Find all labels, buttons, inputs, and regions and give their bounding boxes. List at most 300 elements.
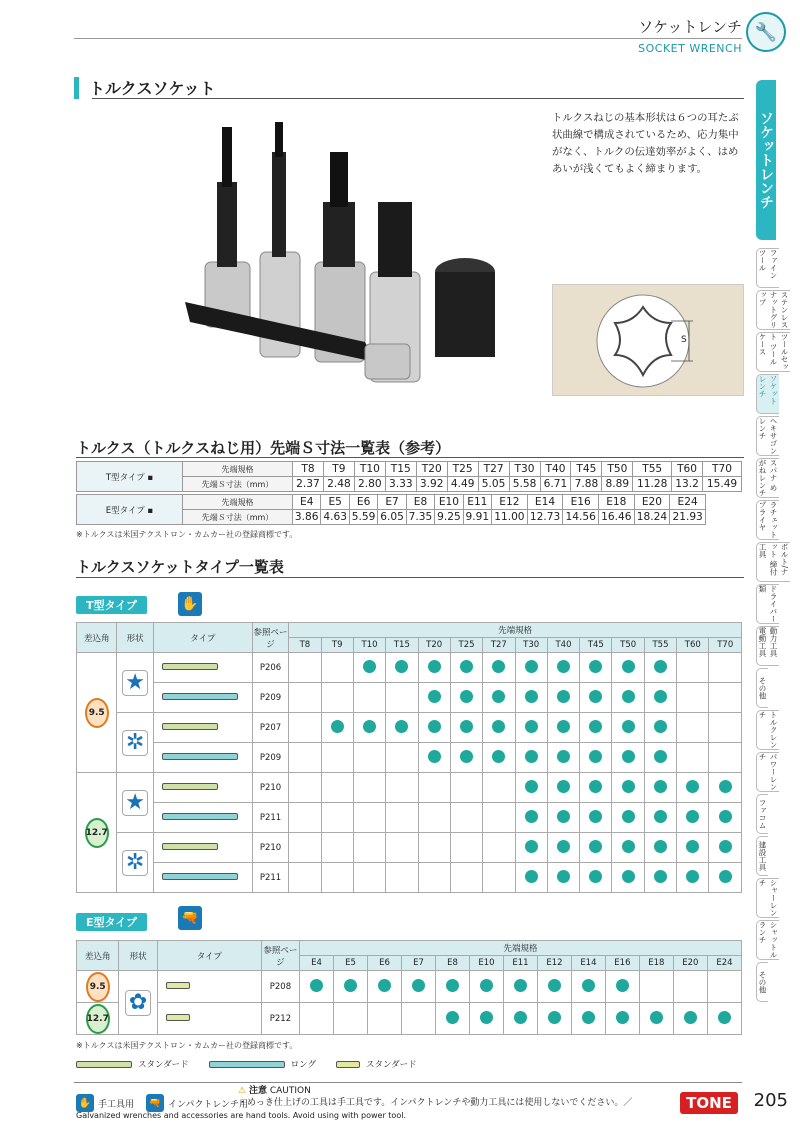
available-dot (548, 979, 561, 992)
available-dot (525, 780, 538, 793)
spec-code-header: E11 (503, 956, 537, 971)
availability-cell (289, 863, 321, 893)
available-dot (446, 1011, 459, 1024)
availability-cell (580, 773, 612, 803)
spec-value: 16.46 (598, 510, 634, 525)
header-spec: 先端規格 (289, 623, 742, 638)
availability-cell (580, 653, 612, 683)
availability-cell (571, 1003, 605, 1035)
long-socket-icon (209, 1061, 285, 1068)
accent-bar (74, 77, 79, 99)
spec-code-header: T60 (677, 638, 709, 653)
caution-line-1: ・めっき仕上げの工具は手工具です。インパクトレンチや動力工具には使用しないでください。／ (238, 1098, 633, 1108)
page-ref[interactable]: P207 (252, 713, 288, 743)
available-dot (557, 870, 570, 883)
availability-cell (289, 833, 321, 863)
available-dot (622, 720, 635, 733)
availability-cell (612, 743, 644, 773)
availability-cell (612, 773, 644, 803)
page-ref[interactable]: P206 (252, 653, 288, 683)
availability-cell (515, 743, 547, 773)
availability-cell (402, 971, 436, 1003)
type-cell (153, 743, 252, 773)
standard-socket-icon (76, 1061, 132, 1068)
spec-code-header: E6 (368, 956, 402, 971)
spec-e-row2-label: 先端Ｓ寸法（mm） (183, 510, 293, 525)
e-type-label: E型タイプ (76, 913, 147, 931)
drive-cell (77, 773, 117, 893)
spec-code: T40 (540, 462, 571, 477)
availability-cell (709, 713, 742, 743)
availability-cell (709, 803, 742, 833)
availability-cell (547, 833, 579, 863)
availability-cell (515, 803, 547, 833)
torx-hollow-icon: ✲ (122, 850, 148, 876)
available-dot (650, 1011, 663, 1024)
availability-cell (677, 653, 709, 683)
sidebar-tab[interactable]: シャットル ランチ (758, 921, 778, 959)
page-ref[interactable]: P211 (252, 803, 288, 833)
availability-cell (547, 743, 579, 773)
availability-cell (321, 653, 353, 683)
sidebar-tab[interactable]: ヘキサゴン レンチ (758, 417, 778, 455)
page-ref[interactable]: P212 (261, 1003, 299, 1035)
e-standard-socket-icon (166, 1014, 190, 1021)
sidebar-tab[interactable]: トルクレンチ (758, 711, 778, 749)
availability-cell (644, 743, 676, 773)
availability-cell (515, 653, 547, 683)
available-dot (460, 690, 473, 703)
standard-socket-icon (162, 663, 218, 670)
standard-socket-icon (162, 723, 218, 730)
availability-cell (386, 773, 418, 803)
spec-code-header: E7 (402, 956, 436, 971)
page-ref[interactable]: P210 (252, 833, 288, 863)
availability-cell (386, 653, 418, 683)
available-dot (622, 870, 635, 883)
sidebar-tab[interactable]: スパナ めがねレンチ (758, 459, 778, 497)
spec-code-header: E16 (605, 956, 639, 971)
torx-diagram (552, 284, 744, 396)
availability-cell (537, 971, 571, 1003)
header-shape: 形状 (117, 623, 153, 653)
e-type-table (76, 940, 742, 1035)
availability-cell (644, 773, 676, 803)
available-dot (344, 979, 357, 992)
table-row (77, 971, 742, 1003)
spec-code: E8 (406, 495, 434, 510)
availability-cell (450, 743, 482, 773)
availability-cell (450, 713, 482, 743)
availability-cell (571, 971, 605, 1003)
page-ref[interactable]: P208 (261, 971, 299, 1003)
spec-value: 5.59 (349, 510, 377, 525)
available-dot (582, 979, 595, 992)
shape-cell (117, 773, 153, 833)
availability-cell (547, 653, 579, 683)
availability-cell (644, 653, 676, 683)
spec-code-header: E24 (707, 956, 741, 971)
spec-code: E10 (435, 495, 463, 510)
availability-cell (450, 863, 482, 893)
spec-value: 9.91 (463, 510, 491, 525)
caution-en: CAUTION (269, 1086, 311, 1096)
availability-cell (483, 863, 515, 893)
availability-cell (709, 833, 742, 863)
spec-code: E5 (321, 495, 349, 510)
t-type-table (76, 622, 742, 893)
available-dot (622, 810, 635, 823)
sidebar-tab[interactable]: ツールセット ツールケース (758, 333, 789, 371)
page-ref[interactable]: P209 (252, 683, 288, 713)
availability-cell (450, 773, 482, 803)
available-dot (428, 720, 441, 733)
sidebar (756, 80, 800, 1002)
available-dot (525, 720, 538, 733)
availability-cell (677, 803, 709, 833)
available-dot (480, 979, 493, 992)
spec-table-e (76, 494, 706, 525)
standard-socket-icon (162, 843, 218, 850)
available-dot (622, 660, 635, 673)
sidebar-tab[interactable]: その他 (756, 668, 768, 708)
available-dot (622, 690, 635, 703)
spec-code: T45 (571, 462, 602, 477)
table-row (77, 833, 742, 863)
availability-cell (386, 803, 418, 833)
available-dot (654, 780, 667, 793)
availability-cell (353, 743, 385, 773)
availability-cell (353, 683, 385, 713)
spec-code: E14 (527, 495, 563, 510)
availability-cell (300, 971, 334, 1003)
availability-cell (503, 1003, 537, 1035)
spec-code-header: E5 (334, 956, 368, 971)
availability-cell (644, 803, 676, 833)
sidebar-tab[interactable]: ファイン ツール (756, 248, 779, 288)
spec-code: T50 (602, 462, 633, 477)
spec-code-header: T15 (386, 638, 418, 653)
type-cell (153, 833, 252, 863)
available-dot (654, 720, 667, 733)
table-row (77, 683, 742, 713)
available-dot (548, 1011, 561, 1024)
page-ref[interactable]: P210 (252, 773, 288, 803)
table-row (77, 713, 742, 743)
available-dot (525, 870, 538, 883)
availability-cell (321, 833, 353, 863)
availability-cell (644, 713, 676, 743)
table-row (77, 653, 742, 683)
sidebar-tab[interactable]: 建設工具 (756, 836, 768, 876)
availability-cell (321, 773, 353, 803)
available-dot (363, 660, 376, 673)
sidebar-tab[interactable]: ファコム (756, 794, 768, 834)
drive-size-badge: 9.5 (85, 698, 109, 728)
header-divider (74, 38, 742, 39)
header-title-en: SOCKET WRENCH (638, 42, 742, 55)
spec-code-header: T45 (580, 638, 612, 653)
available-dot (525, 840, 538, 853)
spec-divider (76, 457, 744, 458)
page-number: 205 (753, 1090, 788, 1111)
spec-code-header: E8 (435, 956, 469, 971)
availability-cell (644, 683, 676, 713)
availability-cell (386, 713, 418, 743)
available-dot (557, 690, 570, 703)
drive-size-badge: 12.7 (86, 1004, 110, 1034)
caution-block (238, 1085, 678, 1109)
availability-cell (580, 743, 612, 773)
spec-code-header: T55 (644, 638, 676, 653)
availability-cell (483, 833, 515, 863)
availability-cell (547, 713, 579, 743)
long-socket-icon (162, 873, 238, 880)
type-cell (153, 773, 252, 803)
availability-cell (580, 713, 612, 743)
available-dot (654, 810, 667, 823)
availability-cell (386, 863, 418, 893)
available-dot (719, 870, 732, 883)
sidebar-tab[interactable]: 動力工具 電動工具 (756, 626, 779, 666)
availability-cell (677, 713, 709, 743)
available-dot (654, 690, 667, 703)
availability-cell (612, 863, 644, 893)
available-dot (684, 1011, 697, 1024)
spec-title: トルクス（トルクスねじ用）先端Ｓ寸法一覧表（参考） (76, 439, 451, 457)
spec-code-header: T8 (289, 638, 321, 653)
availability-cell (709, 653, 742, 683)
available-dot (525, 750, 538, 763)
section-title-text: トルクスソケット (89, 79, 216, 98)
sidebar-tab[interactable]: シャーレンチ (758, 879, 778, 917)
spec-code-header: T30 (515, 638, 547, 653)
available-dot (582, 1011, 595, 1024)
torx-hollow-icon: ✲ (122, 730, 148, 756)
t-type-label: T型タイプ (76, 596, 147, 614)
spec-code: E12 (492, 495, 528, 510)
availability-cell (386, 833, 418, 863)
available-dot (557, 750, 570, 763)
sidebar-tab[interactable]: ステンレス ナットグリップ (758, 291, 789, 329)
available-dot (589, 840, 602, 853)
spec-code-header: T20 (418, 638, 450, 653)
availability-cell (677, 833, 709, 863)
section-divider (92, 98, 744, 99)
available-dot (589, 720, 602, 733)
spec-value: 12.73 (527, 510, 563, 525)
spec-code-header: E12 (537, 956, 571, 971)
spec-value: 7.88 (571, 477, 602, 492)
available-dot (589, 870, 602, 883)
spec-value: 5.58 (509, 477, 540, 492)
availability-cell (483, 653, 515, 683)
availability-cell (418, 713, 450, 743)
availability-cell (418, 773, 450, 803)
sidebar-tab[interactable]: その他 (756, 962, 768, 1002)
availability-cell (353, 653, 385, 683)
availability-cell (709, 683, 742, 713)
table-row (77, 803, 742, 833)
spec-code: T70 (703, 462, 742, 477)
available-dot (412, 979, 425, 992)
available-dot (395, 720, 408, 733)
long-socket-icon (162, 753, 238, 760)
availability-cell (483, 773, 515, 803)
type-cell (153, 863, 252, 893)
available-dot (654, 840, 667, 853)
spec-value: 21.93 (670, 510, 706, 525)
availability-cell (483, 803, 515, 833)
torx-male-icon: ★ (122, 790, 148, 816)
spec-value: 3.33 (385, 477, 416, 492)
sidebar-tab[interactable]: パワーレンチ (758, 753, 778, 791)
available-dot (492, 690, 505, 703)
availability-cell (353, 863, 385, 893)
availability-cell (707, 971, 741, 1003)
availability-cell (418, 653, 450, 683)
availability-cell (677, 863, 709, 893)
availability-cell (644, 833, 676, 863)
available-dot (622, 750, 635, 763)
availability-cell (289, 653, 321, 683)
available-dot (492, 720, 505, 733)
availability-cell (605, 971, 639, 1003)
availability-cell (673, 971, 707, 1003)
spec-value: 7.35 (406, 510, 434, 525)
type-cell (157, 971, 261, 1003)
sidebar-main-tab[interactable]: ソケットレンチ (756, 80, 776, 240)
availability-cell (503, 971, 537, 1003)
spec-code: T25 (447, 462, 478, 477)
spec-code: T9 (323, 462, 354, 477)
spec-code-header: T10 (353, 638, 385, 653)
availability-cell (435, 1003, 469, 1035)
legend-standard: スタンダード (138, 1060, 189, 1070)
torx-male-icon: ★ (122, 670, 148, 696)
availability-cell (334, 971, 368, 1003)
available-dot (525, 690, 538, 703)
spec-code-header: T27 (483, 638, 515, 653)
sidebar-tab[interactable]: ラチェット プライヤ (758, 501, 778, 539)
available-dot (589, 660, 602, 673)
available-dot (460, 660, 473, 673)
header-drive: 差込角 (77, 623, 117, 653)
availability-cell (483, 683, 515, 713)
spec-code-header: T40 (547, 638, 579, 653)
page-ref[interactable]: P211 (252, 863, 288, 893)
availability-cell (353, 803, 385, 833)
spec-value: 3.92 (416, 477, 447, 492)
spec-code: E6 (349, 495, 377, 510)
brand-logo: TONE (680, 1092, 738, 1114)
available-dot (557, 780, 570, 793)
availability-cell (321, 863, 353, 893)
spec-value: 11.00 (492, 510, 528, 525)
availability-cell (418, 803, 450, 833)
spec-code-header: T9 (321, 638, 353, 653)
sidebar-tab[interactable]: ドライバー類 (758, 585, 778, 623)
spec-t-type: T型タイプ ▪ (77, 462, 183, 492)
available-dot (719, 840, 732, 853)
available-dot (363, 720, 376, 733)
hand-tool-icon: ✋ (178, 592, 202, 616)
spec-code-header: T70 (709, 638, 742, 653)
availability-cell (321, 683, 353, 713)
availability-cell (418, 863, 450, 893)
spec-value: 14.56 (563, 510, 599, 525)
sidebar-tab[interactable]: ボルト/ナット 締付工具 (756, 542, 790, 582)
available-dot (460, 750, 473, 763)
impact-wrench-icon: 🔫 (178, 906, 202, 930)
spec-code-header: E20 (673, 956, 707, 971)
type-cell (153, 683, 252, 713)
shape-cell (119, 971, 157, 1035)
availability-cell (368, 1003, 402, 1035)
list-divider (76, 577, 744, 578)
drive-cell (77, 653, 117, 773)
header-type: タイプ (157, 941, 261, 971)
header-page: 参照ページ (252, 623, 288, 653)
available-dot (557, 720, 570, 733)
spec-code: E20 (634, 495, 670, 510)
available-dot (686, 840, 699, 853)
sidebar-tab[interactable]: ソケット レンチ (756, 374, 779, 414)
footer-divider (74, 1082, 742, 1083)
list-title: トルクスソケットタイプ一覧表 (76, 558, 284, 576)
available-dot (492, 750, 505, 763)
spec-t-row2-label: 先端Ｓ寸法（mm） (183, 477, 293, 492)
available-dot (525, 810, 538, 823)
availability-cell (580, 863, 612, 893)
spec-code: T15 (385, 462, 416, 477)
long-socket-icon (162, 693, 238, 700)
hand-tool-icon: ✋ (76, 1094, 94, 1112)
availability-cell (483, 743, 515, 773)
available-dot (654, 750, 667, 763)
spec-code: E7 (378, 495, 406, 510)
table-row (77, 1003, 742, 1035)
availability-cell (547, 683, 579, 713)
spec-value: 8.89 (602, 477, 633, 492)
availability-cell (469, 1003, 503, 1035)
table-row (77, 743, 742, 773)
availability-cell (515, 683, 547, 713)
wrench-icon: 🔧 (746, 12, 786, 52)
legend (76, 1058, 417, 1070)
header-shape: 形状 (119, 941, 157, 971)
spec-value: 4.63 (321, 510, 349, 525)
availability-cell (300, 1003, 334, 1035)
spec-value: 9.25 (435, 510, 463, 525)
availability-cell (639, 971, 673, 1003)
availability-cell (677, 683, 709, 713)
spec-code: T27 (478, 462, 509, 477)
spec-t-row1-label: 先端規格 (183, 462, 293, 477)
page-ref[interactable]: P209 (252, 743, 288, 773)
spec-value: 6.71 (540, 477, 571, 492)
spec-code-header: E4 (300, 956, 334, 971)
spec-code-header: T50 (612, 638, 644, 653)
available-dot (719, 810, 732, 823)
available-dot (492, 660, 505, 673)
availability-cell (612, 653, 644, 683)
shape-cell (117, 713, 153, 773)
impact-wrench-icon: 🔫 (146, 1094, 164, 1112)
type-cell (153, 713, 252, 743)
spec-code: T55 (633, 462, 672, 477)
spec-code: E24 (670, 495, 706, 510)
